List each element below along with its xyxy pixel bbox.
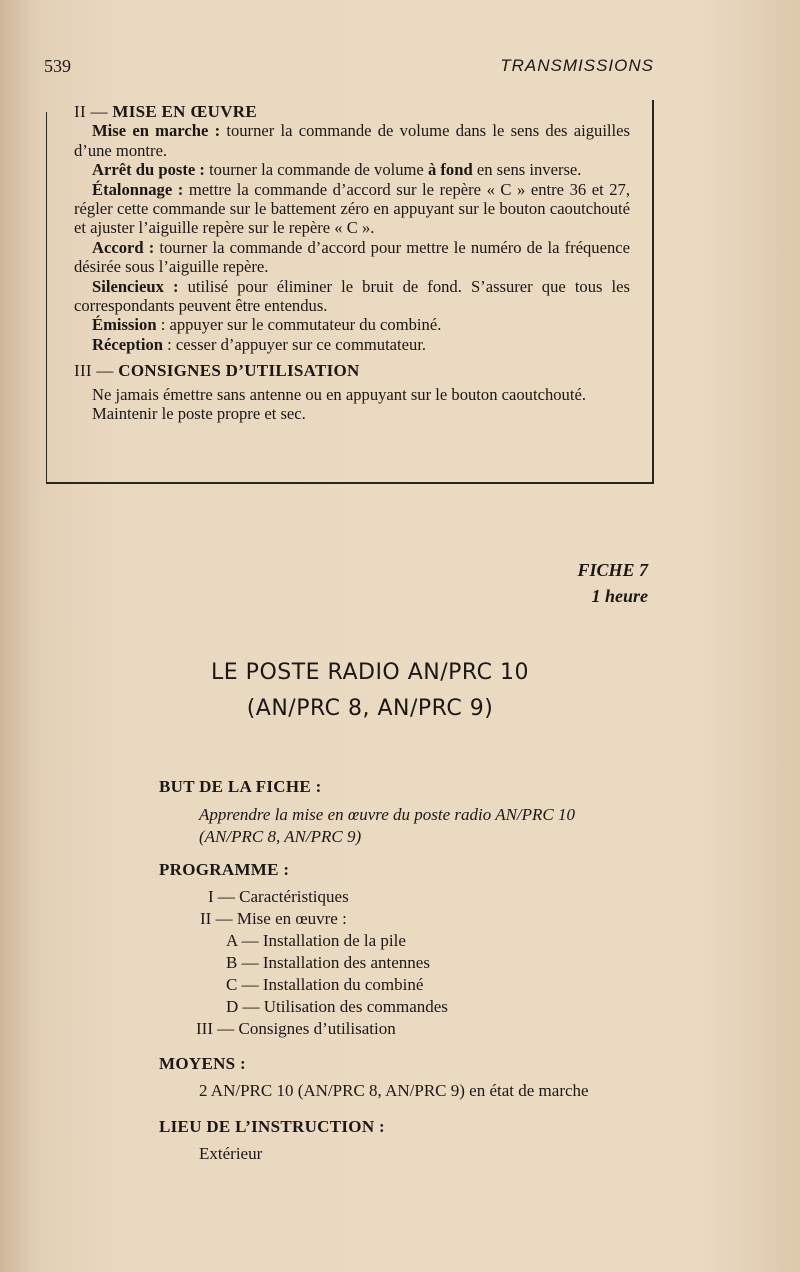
fiche-label: FICHE 7 bbox=[577, 560, 648, 580]
list-item: II — Mise en œuvre : bbox=[200, 909, 347, 928]
list-item: D — Utilisation des commandes bbox=[226, 997, 448, 1016]
section2-title: II — MISE EN ŒUVRE bbox=[74, 102, 257, 121]
section3-title: III — CONSIGNES D’UTILISATION bbox=[74, 361, 360, 381]
section3-paragraph-2: Maintenir le poste propre et sec. bbox=[92, 404, 306, 424]
item-etalonnage: Étalonnage : mettre la commande d’accord sur le repère « C » entre 36 et 27, régler cette commande sur le battement zéro en appuyant sur le bouton caoutchouté et ajuster l’aiguille repère sur le repère « C ». bbox=[74, 179, 630, 238]
instructions-box bbox=[46, 100, 654, 484]
item-silencieux: Silencieux : utilisé pour éliminer le bruit de fond. S’assurer que tous les correspondants peuvent être entendus. bbox=[74, 276, 630, 316]
but-line2: (AN/PRC 8, AN/PRC 9) bbox=[199, 827, 362, 846]
moyens-text: 2 AN/PRC 10 (AN/PRC 8, AN/PRC 9) en état de marche bbox=[199, 1081, 589, 1100]
main-title-line1: LE POSTE RADIO AN/PRC 10 bbox=[211, 660, 529, 685]
item-mise-en-marche: Mise en marche : tourner la commande de volume dans le sens des aiguilles d’une montre. bbox=[74, 121, 630, 160]
running-head: TRANSMISSIONS bbox=[500, 56, 654, 75]
item-reception: Réception : cesser d’appuyer sur ce commutateur. bbox=[92, 334, 427, 354]
item-emission: Émission : appuyer sur le commutateur du combiné. bbox=[92, 315, 442, 335]
but-heading: BUT DE LA FICHE : bbox=[159, 777, 322, 796]
item-arret-du-poste: Arrêt du poste : tourner la commande de volume à fond en sens inverse. bbox=[92, 160, 582, 180]
but-line1: Apprendre la mise en œuvre du poste radio AN/PRC 10 bbox=[199, 805, 576, 824]
moyens-heading: MOYENS : bbox=[159, 1054, 246, 1073]
programme-heading: PROGRAMME : bbox=[159, 860, 290, 879]
page-number: 539 bbox=[44, 56, 71, 76]
list-item: B — Installation des antennes bbox=[226, 953, 430, 972]
list-item: I — Caractéristiques bbox=[208, 887, 349, 906]
fiche-block bbox=[577, 557, 648, 609]
item-accord: Accord : tourner la commande d’accord pour mettre le numéro de la fréquence désirée sous l’aiguille repère. bbox=[74, 237, 630, 277]
main-title-line2: (AN/PRC 8, AN/PRC 9) bbox=[246, 696, 494, 721]
lieu-heading: LIEU DE L’INSTRUCTION : bbox=[159, 1117, 385, 1136]
list-item: A — Installation de la pile bbox=[226, 931, 406, 950]
fiche-duration: 1 heure bbox=[591, 586, 648, 606]
list-item: C — Installation du combiné bbox=[226, 975, 424, 994]
list-item: III — Consignes d’utilisation bbox=[196, 1019, 396, 1038]
lieu-text: Extérieur bbox=[199, 1144, 263, 1163]
section3-paragraph-1: Ne jamais émettre sans antenne ou en appuyant sur le bouton caoutchouté. bbox=[92, 384, 586, 404]
